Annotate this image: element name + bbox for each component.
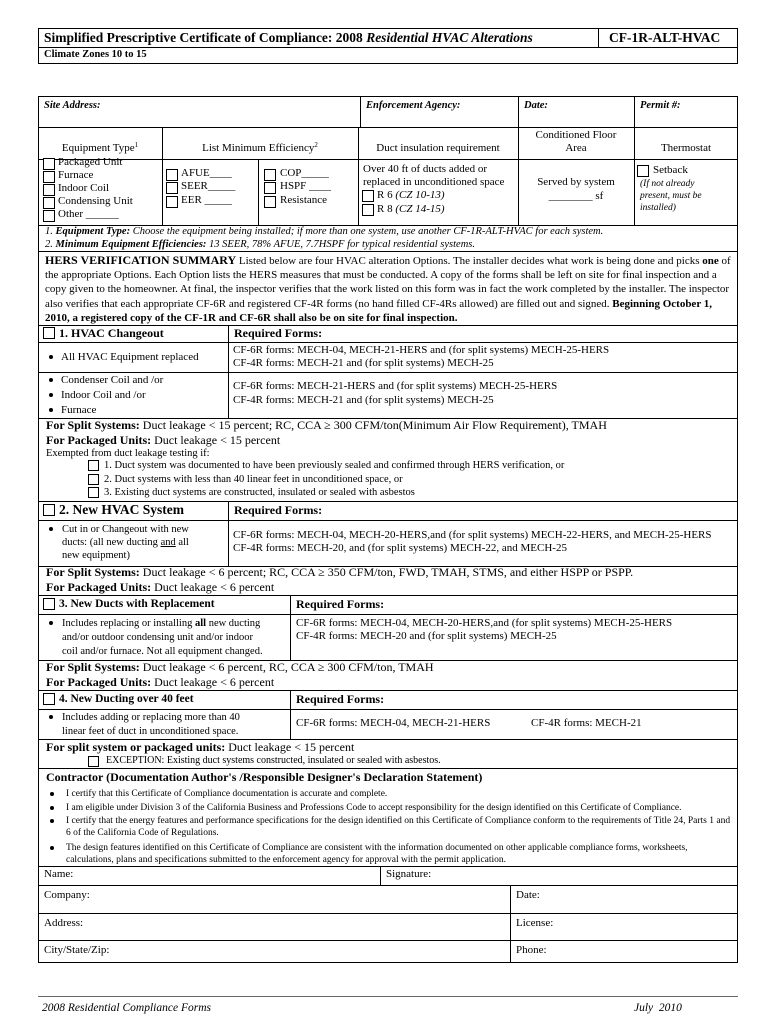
option-3-packaged-label: For Packaged Units: [46,675,152,689]
declaration-statement-3: I certify that the energy features and performance specifications for the design identified on this Certificate of Compliance conform to the requirements of Title 24, Parts 1 and 6 of the California Code of Regulations. [66,816,731,838]
duct-insulation-text-line2: replaced in unconditioned space [363,176,505,188]
option-2-cf6r: CF-6R forms: MECH-04, MECH-20-HERS,and (for split systems) MECH-22-HERS, and MECH-25-HERS [233,529,712,541]
condensing-unit-label: Condensing Unit [58,195,133,207]
bullet-icon [49,393,53,397]
option-2-item-line1: Cut in or Changeout with new [62,524,189,535]
form-id: CF-1R-ALT-HVAC [609,30,721,45]
exception-checkbox[interactable] [88,756,99,767]
afue-label: AFUE____ [181,167,232,179]
hers-summary [45,253,735,325]
col-equipment-type [38,142,162,155]
col-floor-area-line1: Conditioned Floor [535,129,617,141]
option-3-cf4r: CF-4R forms: MECH-20 and (for split systems) MECH-25 [296,630,557,642]
company-label: Company: [44,889,90,901]
seer-checkbox[interactable] [166,182,178,194]
signature-label: Signature: [386,868,432,880]
bullet-icon [49,378,53,382]
grid-line [38,709,738,710]
bullet-icon [50,846,54,850]
grid-line [38,159,738,160]
grid-line [518,96,519,225]
grid-line [38,614,738,615]
other-label: Other ______ [58,208,119,220]
phone-label: Phone: [516,944,547,956]
option-3-cf6r: CF-6R forms: MECH-04, MECH-20-HERS,and (for split systems) MECH-25-HERS [296,617,673,629]
signature-date-label: Date: [516,889,540,901]
footnote-2-num: 2. [45,239,56,250]
duct-insulation-text-line1: Over 40 ft of ducts added or [363,163,488,175]
r8-label: R 8 [377,203,396,215]
declaration-statement-1: I certify that this Certificate of Compliance documentation is accurate and complete. [66,789,388,799]
grid-line [258,159,259,225]
bullet-icon [49,355,53,359]
option-1-item-indoor-coil: Indoor Coil and /or [61,389,146,401]
grid-line [38,913,738,914]
option-4-requirement-label: For split system or packaged units: [46,740,226,754]
option-1-row-b-cf4r: CF-4R forms: MECH-21 and (for split systems) MECH-25 [233,394,494,406]
option-2-split-requirement [46,565,633,580]
option-3-packaged-requirement [46,675,274,690]
setback-checkbox[interactable] [637,165,649,177]
cop-checkbox[interactable] [264,169,276,181]
col-min-efficiency-label: List Minimum Efficiency [202,142,315,154]
option-1-packaged-requirement [46,433,280,448]
company-field[interactable] [40,900,508,912]
option-3-split-requirement [46,660,434,675]
setback-label: Setback [653,164,688,176]
grid-line [38,372,738,373]
indoor-coil-label: Indoor Coil [58,182,110,194]
exemption-3-checkbox[interactable] [88,487,99,498]
grid-line [380,866,381,885]
packaged-unit-label: Packaged Unit [58,156,123,168]
footer-date: July 2010 [634,1002,682,1014]
bullet-icon [50,819,54,823]
hers-summary-deadline: Beginning October 1, 2010, a registered copy of the CF-1R and CF-6R shall also be on site for final inspection. [45,297,713,324]
eer-label: EER _____ [181,194,233,206]
option-3-item-line1-all: all [194,618,207,629]
option-1-row-a-cf6r: CF-6R forms: MECH-04, MECH-21-HERS and (for split systems) MECH-25-HERS [233,344,610,356]
indoor-coil-checkbox[interactable] [43,184,55,196]
other-checkbox[interactable] [43,210,55,222]
footnote-2 [45,239,475,251]
option-4-item-line2: linear feet of duct in unconditioned space. [62,726,239,737]
grid-line [38,595,738,596]
option-4-cf6r: CF-6R forms: MECH-04, MECH-21-HERS [296,717,491,729]
option-3-split-text: Duct leakage < 6 percent, RC, CCA ≥ 300 CFM/ton, TMAH [139,660,434,674]
grid-line [360,96,361,127]
option-2-label: 2. New HVAC System [59,502,184,517]
afue-checkbox[interactable] [166,169,178,181]
declaration-statement-2: I am eligible under Division 3 of the California Business and Professions Code to accept responsibility for the design identified on this Certificate of Compliance. [66,803,682,813]
footnote-2-text: 13 SEER, 78% AFUE, 7.7HSPF for typical residential systems. [206,239,475,250]
thermostat-note-line2: present, must be [640,191,702,201]
grid-line [38,127,738,128]
option-1-checkbox[interactable] [43,327,55,339]
grid-line [38,342,738,343]
phone-field[interactable] [556,942,736,960]
form-title [44,30,533,46]
option-2-split-label: For Split Systems: [46,565,140,579]
city-state-zip-label: City/State/Zip: [44,944,110,956]
served-by-system-label: Served by system [537,176,615,188]
r6-label: R 6 [377,189,396,201]
grid-line [634,96,635,225]
license-label: License: [516,917,554,929]
enforcement-agency-field[interactable] [362,112,516,126]
grid-line [290,595,291,660]
bullet-icon [50,792,54,796]
site-address-label: Site Address: [44,100,101,111]
option-2-item-line2-and: and [160,537,176,548]
address-label: Address: [44,917,84,929]
option-1-item-furnace: Furnace [61,404,97,416]
exemption-3-text: 3. Existing duct systems are constructed, insulated or sealed with asbestos [104,487,415,498]
footnote-1-text: Choose the equipment being installed; if more than one system, use another CF-1R-ALT-HVAC for each system. [130,226,604,237]
declaration-title: Contractor (Documentation Author's /Responsible Designer's Declaration Statement) [46,770,483,784]
col-equipment-type-label: Equipment Type [61,142,135,154]
exemption-1-checkbox[interactable] [88,460,99,471]
r8-climate-zones: (CZ 14-15) [395,203,445,215]
header-divider-vertical [598,28,599,47]
name-label: Name: [44,868,74,880]
option-4-item-line1: Includes adding or replacing more than 40 [62,712,240,723]
option-4-requirement [46,740,354,755]
grid-line [38,885,738,886]
bullet-icon [49,715,53,719]
option-4-exception: EXCEPTION: Existing duct systems constructed, insulated or sealed with asbestos. [106,755,441,766]
footnote-1 [45,226,603,238]
bullet-icon [50,806,54,810]
hspf-checkbox[interactable] [264,182,276,194]
form-title-main: Simplified Prescriptive Certificate of Compliance: 2008 [44,30,367,45]
option-3-item-line1 [62,617,260,630]
date-field[interactable] [520,112,632,126]
option-3-required-forms: Required Forms: [296,597,385,611]
footer-rule [38,996,738,997]
r8-option [377,203,445,216]
exemption-2-text: 2. Duct systems with less than 40 linear feet in unconditioned space, or [104,474,403,485]
grid-line [228,501,229,566]
bullet-icon [49,527,53,531]
option-4-checkbox[interactable] [43,693,55,705]
footnote-1-num: 1. [45,226,56,237]
enforcement-agency-label: Enforcement Agency: [366,100,461,111]
option-2-packaged-requirement [46,580,274,595]
option-1-row-a-cf4r: CF-4R forms: MECH-21 and (for split systems) MECH-25 [233,357,494,369]
site-address-field[interactable] [40,112,358,126]
col-min-efficiency [162,142,358,155]
option-3-item-line1-post: new ducting [206,618,261,629]
option-1-split-label: For Split Systems: [46,418,140,432]
license-field[interactable] [512,928,736,939]
bullet-icon [49,408,53,412]
signature-date-field[interactable] [512,900,736,912]
name-field[interactable] [80,867,378,884]
option-2-item-line2-post: all [175,537,189,548]
option-2-cf4r: CF-4R forms: MECH-20, and (for split systems) MECH-22, and MECH-25 [233,542,567,554]
option-3-checkbox[interactable] [43,598,55,610]
option-3-item-line1-pre: Includes replacing or installing [62,618,195,629]
option-1-row-b-cf6r: CF-6R forms: MECH-21-HERS and (for split systems) MECH-25-HERS [233,380,558,392]
option-3-label: 3. New Ducts with Replacement [59,598,215,610]
option-2-item-line2-pre: ducts: (all new ducting [62,537,161,548]
grid-line [38,520,738,521]
option-4-required-forms: Required Forms: [296,692,385,706]
packaged-unit-checkbox[interactable] [43,158,55,170]
grid-line [290,690,291,739]
eer-checkbox[interactable] [166,196,178,208]
option-2-packaged-text: Duct leakage < 6 percent [151,580,275,594]
option-1-required-forms: Required Forms: [234,326,323,340]
seer-label: SEER_____ [181,180,236,192]
bullet-icon [49,621,53,625]
footnote-1-term: Equipment Type: [55,226,131,237]
exemption-1-text: 1. Duct system was documented to have been previously sealed and confirmed through HERS verification, or [104,460,565,471]
thermostat-note-line3: installed) [640,203,676,213]
option-1-packaged-label: For Packaged Units: [46,433,152,447]
col-floor-area-line2: Area [565,142,587,154]
option-1-label: 1. HVAC Changeout [59,326,164,340]
permit-field[interactable] [636,112,736,126]
r6-option [377,189,445,202]
grid-line [38,940,738,941]
col-duct-insulation: Duct insulation requirement [376,142,500,154]
option-1-packaged-text: Duct leakage < 15 percent [151,433,281,447]
grid-line [38,690,738,691]
grid-line [38,251,738,252]
option-3-split-label: For Split Systems: [46,660,140,674]
col-thermostat: Thermostat [660,142,712,154]
declaration-statement-4: The design features identified on this Certificate of Compliance are consistent with the information documented on other applicable compliance forms, worksheets, calculations, plans and specifications submitted to the enforcement agency for approval with the permit application. [66,843,688,865]
resistance-checkbox[interactable] [264,196,276,208]
option-2-required-forms: Required Forms: [234,503,323,517]
header-divider [38,47,738,48]
hers-summary-one: one [702,255,719,267]
address-field[interactable] [40,928,508,939]
climate-zones: Climate Zones 10 to 15 [44,49,147,60]
option-1-item-all-equipment: All HVAC Equipment replaced [61,351,199,363]
grid-line [510,885,511,962]
city-state-zip-field[interactable] [120,942,508,960]
option-4-requirement-text: Duct leakage < 15 percent [225,740,355,754]
grid-line [38,768,738,769]
hers-summary-title: HERS VERIFICATION SUMMARY [45,253,237,267]
thermostat-note-line1: (If not already [640,179,695,189]
option-2-item-line2 [62,536,189,549]
option-1-split-requirement [46,418,607,433]
floor-area-field[interactable]: ________ sf [548,190,604,202]
option-4-label: 4. New Ducting over 40 feet [59,693,194,705]
option-3-item-line3: coil and/or furnace. Not all equipment changed. [62,646,263,657]
option-3-packaged-text: Duct leakage < 6 percent [151,675,275,689]
furnace-label: Furnace [58,169,94,181]
option-1-exempt-intro: Exempted from duct leakage testing if: [46,448,210,459]
option-1-split-text: Duct leakage < 15 percent; RC, CCA ≥ 300 CFM/ton(Minimum Air Flow Requirement), TMAH [139,418,607,432]
footnote-ref-1: 1 [134,141,139,149]
option-4-cf4r: CF-4R forms: MECH-21 [531,717,642,729]
option-2-item-line3: new equipment) [62,550,130,561]
r6-checkbox[interactable] [362,190,374,202]
hers-summary-text-2: of the appropriate Options. Each Option lists the HERS measures that must be conducted. A copy of the forms shall be left on site for final inspection and a copy given to the homeowner. At final, the inspector verifies that the work listed on this form was in fact the work completed by the installer. The inspector also verifies that each appropriate CF-6R and registered CF-4R forms (no hand filled CF-4Rs allowed) are filled out and signed. [45,255,731,310]
r8-checkbox[interactable] [362,204,374,216]
footer-title: 2008 Residential Compliance Forms [42,1002,211,1014]
permit-label: Permit #: [640,100,681,111]
footnote-ref-2: 2 [314,141,318,149]
signature-field[interactable] [438,867,736,884]
option-1-item-condenser-coil: Condenser Coil and /or [61,374,164,386]
hspf-label: HSPF ____ [280,180,332,192]
cop-label: COP_____ [280,167,329,179]
option-2-split-text: Duct leakage < 6 percent; RC, CCA ≥ 350 CFM/ton, FWD, TMAH, STMS, and either HSPP or PSPP. [139,565,634,579]
resistance-label: Resistance [280,194,328,206]
form-title-italic: Residential HVAC Alterations [366,30,533,45]
option-2-packaged-label: For Packaged Units: [46,580,152,594]
date-label: Date: [524,100,548,111]
option-2-checkbox[interactable] [43,504,55,516]
hers-summary-text-1: Listed below are four HVAC alteration Options. The installer decides what work is being done and picks [236,255,703,267]
furnace-checkbox[interactable] [43,171,55,183]
exemption-2-checkbox[interactable] [88,474,99,485]
r6-climate-zones: (CZ 10-13) [395,189,445,201]
option-3-item-line2: and/or outdoor condensing unit and/or indoor [62,632,254,643]
footnote-2-term: Minimum Equipment Efficiencies: [55,239,207,250]
condensing-unit-checkbox[interactable] [43,197,55,209]
